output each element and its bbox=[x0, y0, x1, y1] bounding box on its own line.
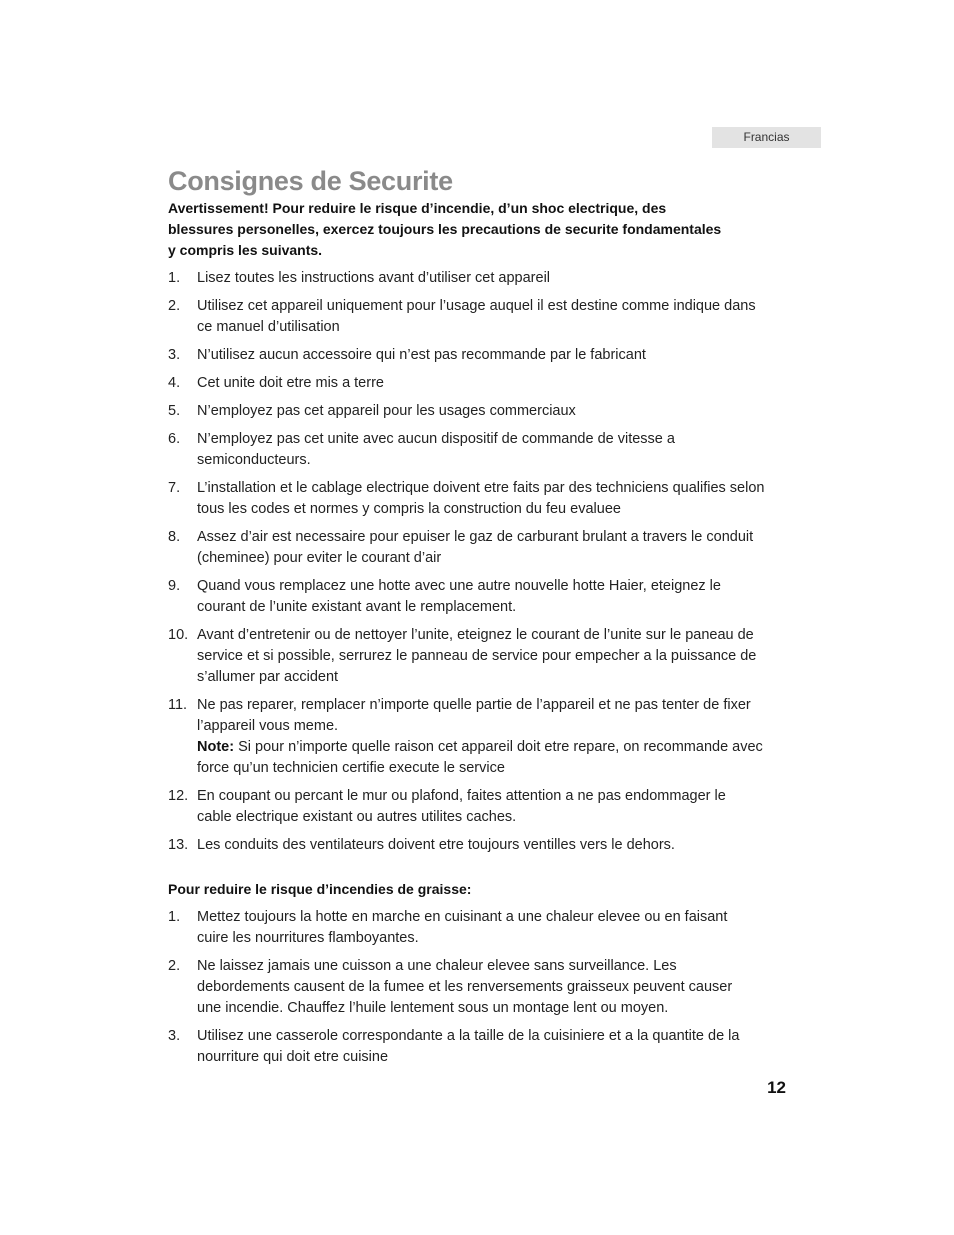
list-item bbox=[168, 835, 790, 856]
item-text: Avant d’entretenir ou de nettoyer l’unite, eteignez le courant de l’unite sur le paneau de service et si possible, serrurez le panneau de service pour empecher a la puissance de s’allumer par accident bbox=[197, 627, 757, 685]
list-item bbox=[168, 527, 790, 569]
safety-list bbox=[168, 268, 790, 856]
item-number: 3. bbox=[168, 347, 181, 363]
item-text: Assez d’air est necessaire pour epuiser le gaz de carburant brulant a travers le conduit (cheminee) pour eviter le courant d’air bbox=[197, 529, 754, 566]
page-number: 12 bbox=[767, 1078, 786, 1097]
item-number: 7. bbox=[168, 480, 181, 496]
item-number: 9. bbox=[168, 578, 181, 594]
item-text: Lisez toutes les instructions avant d’utiliser cet appareil bbox=[197, 270, 551, 286]
list-item bbox=[168, 429, 790, 471]
note bbox=[197, 737, 767, 779]
item-number: 3. bbox=[168, 1028, 181, 1044]
item-text: Cet unite doit etre mis a terre bbox=[197, 375, 384, 391]
grease-heading: Pour reduire le risque d’incendies de graisse: bbox=[168, 881, 472, 897]
item-text: Les conduits des ventilateurs doivent etre toujours ventilles vers le dehors. bbox=[197, 837, 675, 853]
list-item bbox=[168, 268, 790, 289]
list-item bbox=[168, 373, 790, 394]
item-text: Utilisez cet appareil uniquement pour l’usage auquel il est destine comme indique dans ce manuel d’utilisation bbox=[197, 298, 756, 335]
list-item bbox=[168, 907, 790, 949]
note-text: Si pour n’importe quelle raison cet appareil doit etre repare, on recommande avec force qu’un technicien certifie execute le service bbox=[197, 739, 763, 776]
list-item bbox=[168, 401, 790, 422]
list-item bbox=[168, 296, 790, 338]
item-number: 4. bbox=[168, 375, 181, 391]
list-item bbox=[168, 576, 790, 618]
main-content bbox=[168, 164, 790, 1075]
note-label: Note: bbox=[197, 739, 235, 755]
list-item bbox=[168, 695, 790, 779]
item-text: En coupant ou percant le mur ou plafond, faites attention a ne pas endommager le cable electrique existant ou autres utilites caches. bbox=[197, 788, 726, 825]
list-item bbox=[168, 956, 790, 1019]
item-text: Ne pas reparer, remplacer n’importe quelle partie de l’appareil et ne pas tenter de fixer l’appareil vous meme. bbox=[197, 697, 751, 734]
item-number: 13. bbox=[168, 837, 189, 853]
item-number: 5. bbox=[168, 403, 181, 419]
item-number: 8. bbox=[168, 529, 181, 545]
item-text: L’installation et le cablage electrique doivent etre faits par des techniciens qualifies selon tous les codes et normes y compris la construction du feu evaluee bbox=[197, 480, 765, 517]
warning-text: Avertissement! Pour reduire le risque d’incendie, d’un shoc electrique, des blessures personelles, exercez toujours les precautions de securite fondamentales y compris les suivants. bbox=[168, 200, 722, 258]
item-number: 6. bbox=[168, 431, 181, 447]
item-number: 2. bbox=[168, 958, 181, 974]
item-text: N’employez pas cet appareil pour les usages commerciaux bbox=[197, 403, 576, 419]
list-item bbox=[168, 478, 790, 520]
item-text: Mettez toujours la hotte en marche en cuisinant a une chaleur elevee ou en faisant cuire les nourritures flamboyantes. bbox=[197, 909, 728, 946]
list-item bbox=[168, 1026, 790, 1068]
page-title: Consignes de Securite bbox=[168, 166, 453, 196]
list-item bbox=[168, 345, 790, 366]
item-number: 1. bbox=[168, 909, 181, 925]
item-number: 11. bbox=[168, 697, 188, 713]
item-text: Utilisez une casserole correspondante a la taille de la cuisiniere et a la quantite de la nourriture qui doit etre cuisine bbox=[197, 1028, 740, 1065]
language-tab: Francias bbox=[712, 127, 821, 148]
item-number: 10. bbox=[168, 627, 189, 643]
list-item bbox=[168, 786, 790, 828]
item-number: 12. bbox=[168, 788, 189, 804]
item-number: 2. bbox=[168, 298, 181, 314]
grease-list bbox=[168, 907, 790, 1068]
item-text: Quand vous remplacez une hotte avec une autre nouvelle hotte Haier, eteignez le courant de l’unite existant avant le remplacement. bbox=[197, 578, 721, 615]
list-item bbox=[168, 625, 790, 688]
item-number: 1. bbox=[168, 270, 181, 286]
item-text: Ne laissez jamais une cuisson a une chaleur elevee sans surveillance. Les debordements causent de la fumee et les renversements graisseux peuvent causer une incendie. Chauffez l’huile lentement sous un montage lent ou moyen. bbox=[197, 958, 733, 1016]
item-text: N’employez pas cet unite avec aucun dispositif de commande de vitesse a semiconducteurs. bbox=[197, 431, 675, 468]
item-text: N’utilisez aucun accessoire qui n’est pas recommande par le fabricant bbox=[197, 347, 646, 363]
